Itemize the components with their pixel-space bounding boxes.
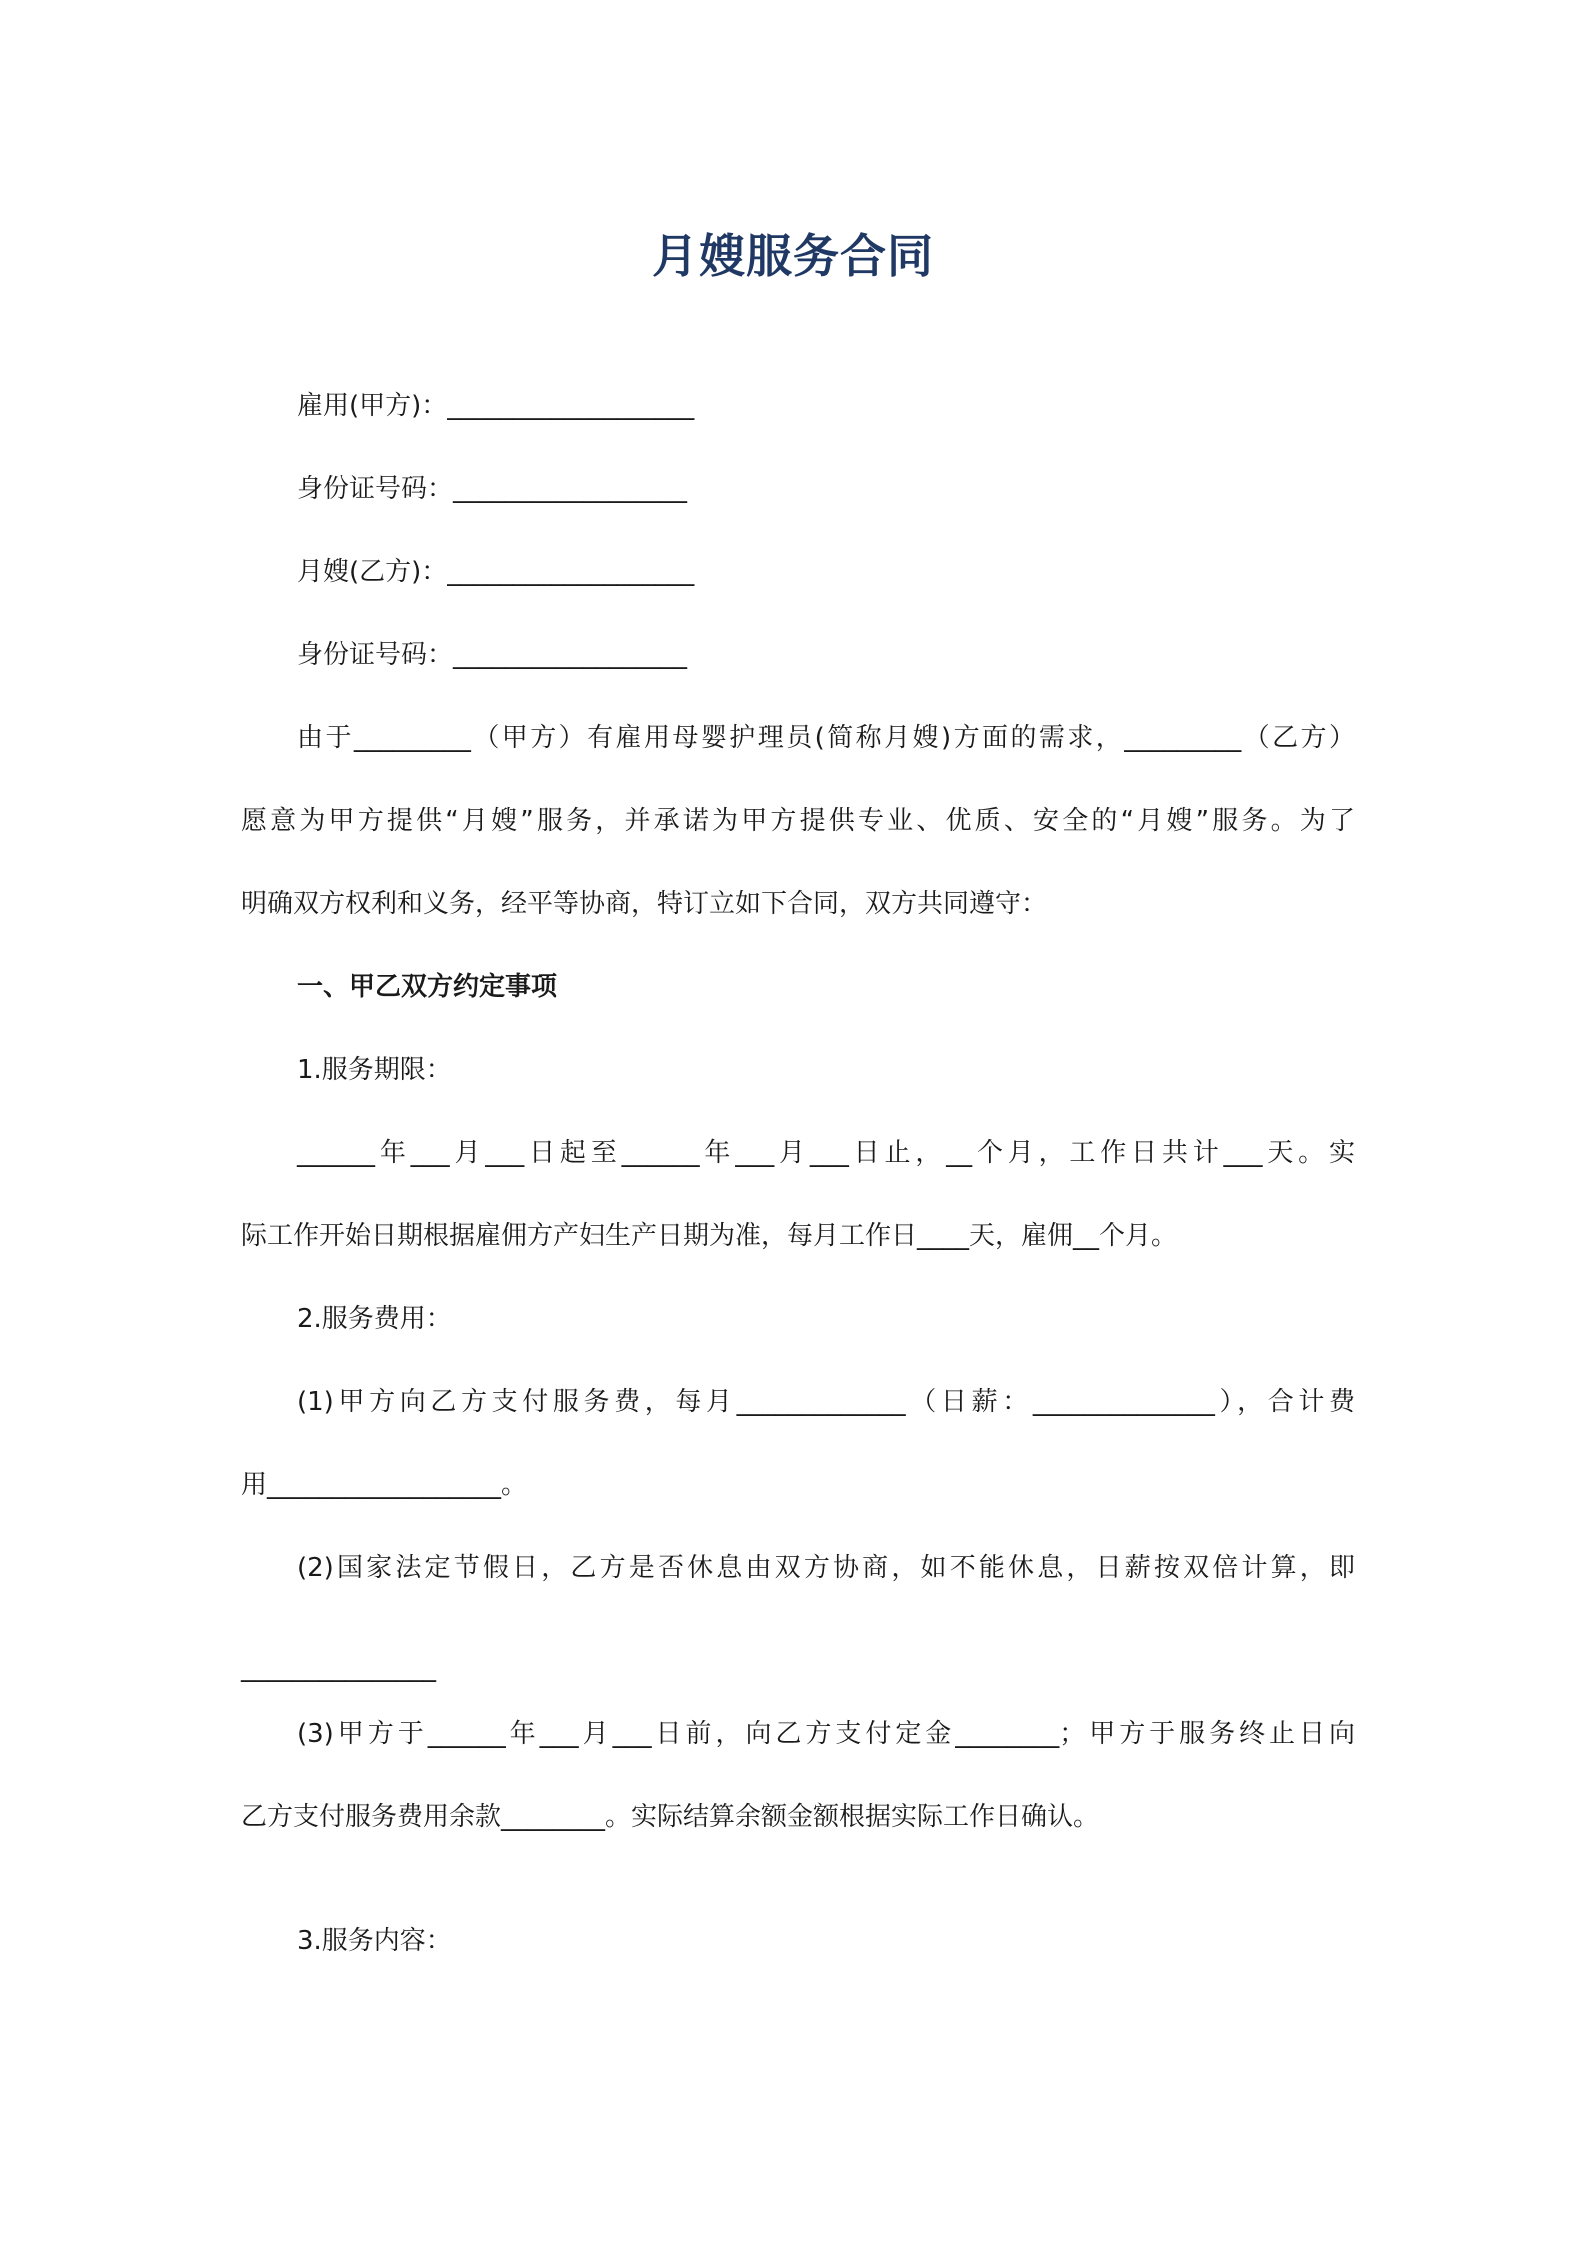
service-term-line-2: 际工作开始日期根据雇佣方产妇生产日期为准，每月工作日____天，雇佣__个月。 bbox=[241, 1221, 1178, 1251]
fee-item-2-line-2: _______________ bbox=[241, 1653, 436, 1683]
preamble-line-3: 明确双方权利和义务，经平等协商，特订立如下合同，双方共同遵守： bbox=[241, 889, 1048, 919]
fee-item-3-line-2: 乙方支付服务费用余款________。实际结算余额金额根据实际工作日确认。 bbox=[241, 1802, 1100, 1832]
clause-heading-service-fee: 2.服务费用： bbox=[297, 1304, 452, 1334]
party-a-id-field: 身份证号码：__________________ bbox=[297, 474, 688, 504]
fee-item-1-line-1: (1)甲方向乙方支付服务费，每月_____________（日薪：______________），合计费 bbox=[297, 1387, 1355, 1417]
party-b-field: 月嫂(乙方)：___________________ bbox=[297, 557, 695, 587]
fee-item-2-line-1: (2)国家法定节假日，乙方是否休息由双方协商，如不能休息，日薪按双倍计算，即 bbox=[297, 1553, 1355, 1583]
party-b-id-field: 身份证号码：__________________ bbox=[297, 640, 688, 670]
section-heading-1: 一、甲乙双方约定事项 bbox=[297, 972, 558, 1002]
document-title: 月嫂服务合同 bbox=[652, 229, 934, 283]
preamble-line-1: 由于_________（甲方）有雇用母婴护理员(简称月嫂)方面的需求，_________（乙方） bbox=[297, 723, 1355, 753]
fee-item-3-line-1: (3)甲方于______年___月___日前，向乙方支付定金________；甲方于服务终止日向 bbox=[297, 1719, 1355, 1749]
fee-item-1-line-2: 用__________________。 bbox=[241, 1470, 528, 1500]
preamble-line-2: 愿意为甲方提供“月嫂”服务，并承诺为甲方提供专业、优质、安全的“月嫂”服务。为了 bbox=[241, 806, 1355, 836]
party-a-field: 雇用(甲方)：___________________ bbox=[297, 391, 695, 421]
clause-heading-service-term: 1.服务期限： bbox=[297, 1055, 452, 1085]
clause-heading-service-content: 3.服务内容： bbox=[297, 1926, 452, 1956]
service-term-line-1: ______年___月___日起至______年___月___日止，__个月，工作日共计___天。实 bbox=[297, 1138, 1355, 1168]
